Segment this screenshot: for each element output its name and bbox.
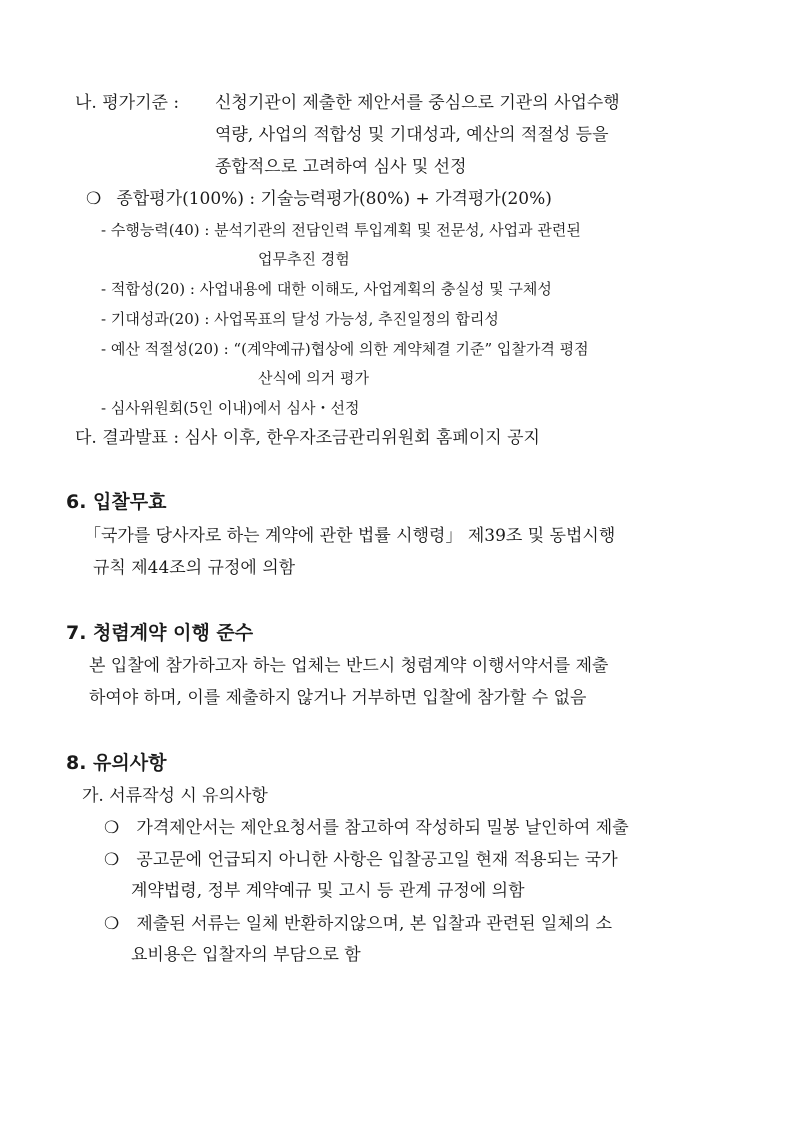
criterion-expected-results: - 기대성과(20) : 사업목표의 달성 가능성, 추진일정의 합리성 (101, 310, 499, 328)
evaluation-criteria-line-1: 신청기관이 제출한 제안서를 중심으로 기관의 사업수행 (215, 93, 620, 113)
evaluation-criteria-line-2: 역량, 사업의 적합성 및 기대성과, 예산의 적절성 등을 (215, 125, 609, 145)
section-8-heading: 8. 유의사항 (66, 752, 167, 774)
overall-evaluation-item (86, 188, 552, 210)
section-7-heading: 7. 청렴계약 이행 준수 (66, 622, 254, 644)
section-6-heading: 6. 입찰무효 (66, 491, 167, 513)
note-item-2-text: 공고문에 언급되지 아니한 사항은 입찰공고일 현재 적용되는 국가 (136, 850, 618, 870)
result-announcement: 다. 결과발표 : 심사 이후, 한우자조금관리위원회 홈페이지 공지 (75, 428, 540, 448)
note-item-3-cont: 요비용은 입찰자의 부담으로 함 (131, 945, 361, 965)
note-item-2-cont: 계약법령, 정부 계약예규 및 고시 등 관계 규정에 의함 (131, 881, 525, 901)
criterion-suitability: - 적합성(20) : 사업내용에 대한 이해도, 사업계획의 충실성 및 구체성 (101, 280, 552, 298)
section-6-line-2: 규칙 제44조의 규정에 의함 (93, 558, 296, 578)
section-8-subheading: 가. 서류작성 시 유의사항 (82, 786, 268, 806)
note-item-1 (104, 817, 629, 839)
overall-evaluation-text: 종합평가(100%) : 기술능력평가(80%) + 가격평가(20%) (116, 189, 552, 209)
note-item-3-text: 제출된 서류는 일체 반환하지않으며, 본 입찰과 관련된 일체의 소 (136, 914, 613, 934)
circle-bullet-icon: ❍ (104, 850, 120, 870)
note-item-2 (104, 849, 618, 871)
criterion-budget: - 예산 적절성(20) : “(계약예규)협상에 의한 계약체결 기준” 입찰가격 평점 (101, 340, 589, 358)
section-7-line-1: 본 입찰에 참가하고자 하는 업체는 반드시 청렴계약 이행서약서를 제출 (89, 656, 609, 676)
evaluation-criteria-line-3: 종합적으로 고려하여 심사 및 선정 (215, 157, 467, 177)
section-7-line-2: 하여야 하며, 이를 제출하지 않거나 거부하면 입찰에 참가할 수 없음 (89, 688, 587, 708)
circle-bullet-icon: ❍ (86, 189, 102, 209)
criterion-capability-cont: 업무추진 경험 (258, 250, 350, 268)
evaluation-criteria-label: 나. 평가기준 : (75, 93, 180, 113)
criterion-capability: - 수행능력(40) : 분석기관의 전담인력 투입계획 및 전문성, 사업과 관련된 (101, 221, 581, 239)
note-item-1-text: 가격제안서는 제안요청서를 참고하여 작성하되 밀봉 날인하여 제출 (136, 818, 629, 838)
circle-bullet-icon: ❍ (104, 818, 120, 838)
circle-bullet-icon: ❍ (104, 914, 120, 934)
criterion-budget-cont: 산식에 의거 평가 (258, 369, 369, 387)
section-6-line-1: 「국가를 당사자로 하는 계약에 관한 법률 시행령」 제39조 및 동법시행 (84, 526, 616, 546)
criterion-committee: - 심사위원회(5인 이내)에서 심사・선정 (101, 399, 360, 417)
note-item-3 (104, 913, 612, 935)
